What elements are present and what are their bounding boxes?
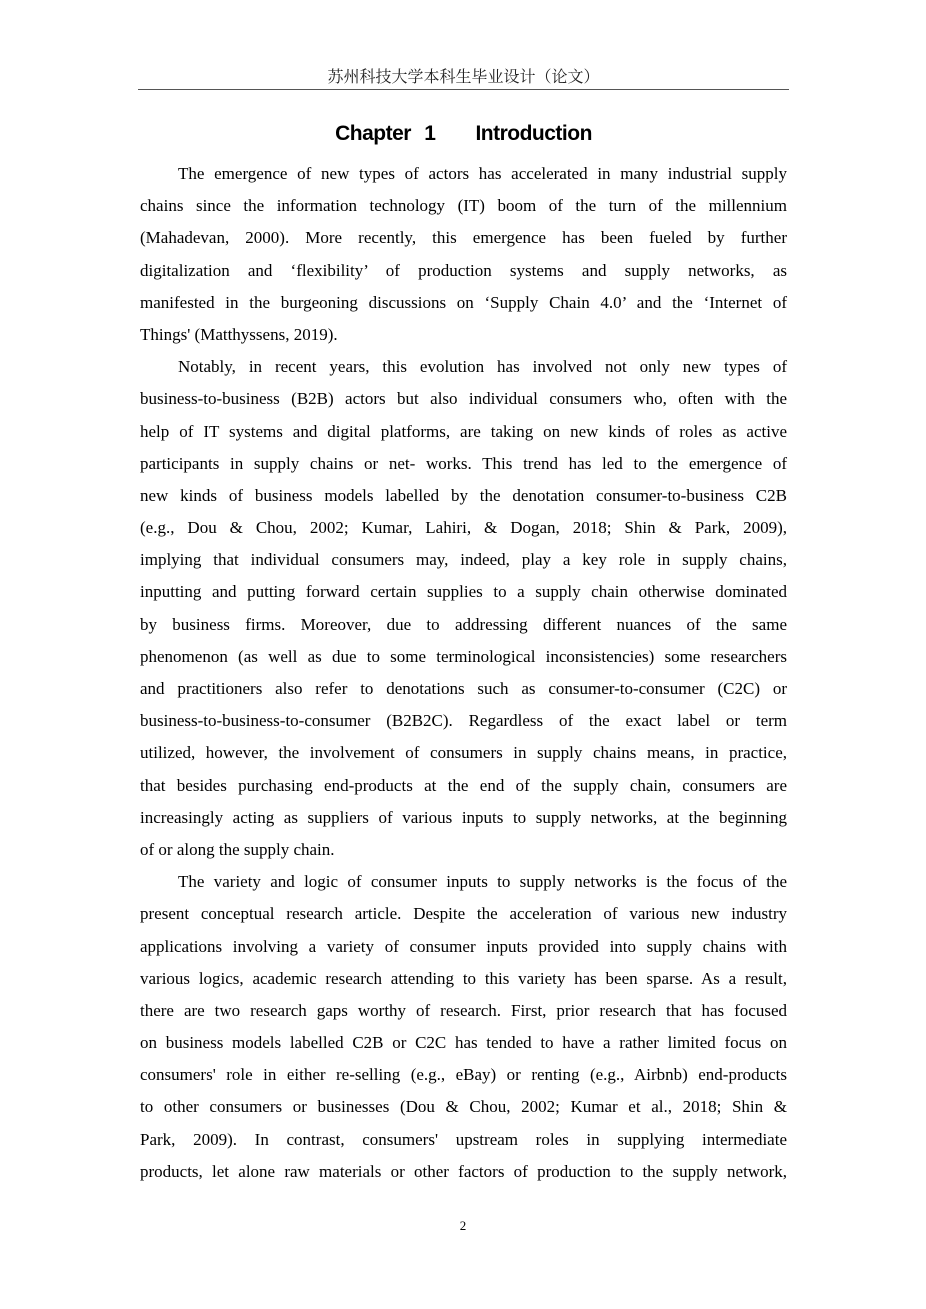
page-number: 2	[459, 1218, 467, 1233]
paragraph	[140, 353, 787, 868]
document-body	[140, 160, 787, 1190]
text-line: business-to-business-to-consumer (B2B2C). Regardless of the exact label or term	[140, 711, 787, 731]
text-line: participants in supply chains or net- works. This trend has led to the emergence of	[140, 453, 787, 473]
text-line: The emergence of new types of actors has accelerated in many industrial supply	[178, 164, 787, 183]
text-line: by business firms. Moreover, due to addressing different nuances of the same	[140, 614, 787, 634]
text-line: consumers' role in either re-selling (e.g., eBay) or renting (e.g., Airbnb) end-products	[140, 1065, 787, 1085]
chapter-title: Chapter 1 Introduction	[335, 122, 592, 145]
text-line: products, let alone raw materials or other factors of production to the supply network,	[140, 1161, 787, 1181]
text-line: Notably, in recent years, this evolution has involved not only new types of	[178, 357, 787, 377]
text-line: phenomenon (as well as due to some terminological inconsistencies) some researchers	[140, 646, 787, 666]
text-line: there are two research gaps worthy of research. First, prior research that has focused	[140, 1000, 787, 1020]
text-line: digitalization and ‘flexibility’ of production systems and supply networks, as	[140, 260, 787, 280]
text-line: utilized, however, the involvement of consumers in supply chains means, in practice,	[140, 743, 787, 763]
text-line: Park, 2009). In contrast, consumers' upstream roles in supplying intermediate	[140, 1129, 787, 1149]
text-line: various logics, academic research attending to this variety has been sparse. As a result,	[140, 968, 787, 988]
paragraph	[140, 160, 787, 353]
text-line: chains since the information technology (IT) boom of the turn of the millennium	[140, 196, 787, 216]
text-line: The variety and logic of consumer inputs to supply networks is the focus of the	[178, 872, 787, 892]
paragraph	[140, 868, 787, 1190]
text-line: (e.g., Dou & Chou, 2002; Kumar, Lahiri, & Dogan, 2018; Shin & Park, 2009),	[140, 518, 787, 538]
running-header: 苏州科技大学本科生毕业设计（论文）	[327, 69, 600, 86]
text-line: present conceptual research article. Despite the acceleration of various new industry	[140, 904, 787, 924]
text-line: to other consumers or businesses (Dou & Chou, 2002; Kumar et al., 2018; Shin &	[140, 1097, 787, 1117]
text-line: inputting and putting forward certain supplies to a supply chain otherwise dominated	[140, 582, 787, 602]
text-line: manifested in the burgeoning discussions on ‘Supply Chain 4.0’ and the ‘Internet of	[140, 292, 787, 312]
text-line: (Mahadevan, 2000). More recently, this emergence has been fueled by further	[140, 228, 787, 248]
text-line: business-to-business (B2B) actors but also individual consumers who, often with the	[140, 389, 787, 409]
text-line: of or along the supply chain.	[140, 839, 335, 859]
text-line: and practitioners also refer to denotations such as consumer-to-consumer (C2C) or	[140, 679, 787, 698]
text-line: that besides purchasing end-products at the end of the supply chain, consumers are	[140, 775, 787, 795]
text-line: help of IT systems and digital platforms, are taking on new kinds of roles as active	[140, 421, 787, 441]
text-line: implying that individual consumers may, indeed, play a key role in supply chains,	[140, 550, 787, 570]
text-line: new kinds of business models labelled by the denotation consumer-to-business C2B	[140, 485, 787, 505]
text-line: increasingly acting as suppliers of various inputs to supply networks, at the beginning	[140, 807, 787, 827]
text-line: applications involving a variety of consumer inputs provided into supply chains with	[140, 936, 787, 956]
text-line: Things' (Matthyssens, 2019).	[140, 324, 338, 344]
header-divider	[138, 89, 789, 90]
text-line: on business models labelled C2B or C2C has tended to have a rather limited focus on	[140, 1033, 787, 1053]
